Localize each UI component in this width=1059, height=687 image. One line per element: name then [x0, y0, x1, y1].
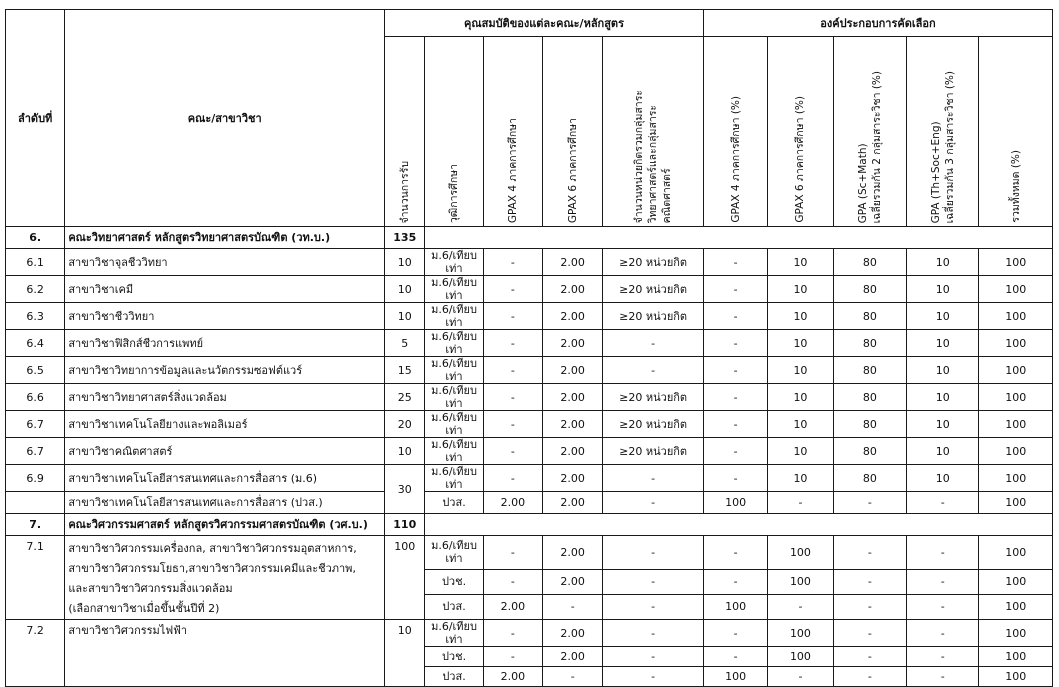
- header-qualifications-group: คุณสมบัติของแต่ละคณะ/หลักสูตร: [385, 10, 704, 37]
- header-gpax6: GPAX 6 ภาคการศึกษา: [543, 37, 603, 227]
- gpax4-cell: -: [483, 536, 542, 570]
- gpa-th-soc-eng-cell: 10: [907, 438, 979, 465]
- table-row: [6, 438, 1053, 465]
- gpax6-pct-cell: 10: [768, 330, 833, 357]
- gpax4-pct-cell: -: [703, 569, 767, 594]
- qualification-cell: ม.6/เทียบเท่า: [425, 303, 483, 330]
- row-number: 6.: [6, 227, 65, 249]
- gpax4-pct-cell: -: [703, 620, 767, 647]
- gpax6-pct-cell: 10: [768, 465, 833, 492]
- quota-cell: 10: [385, 276, 425, 303]
- program-name-line: สาขาวิชาวิศวกรรมเครื่องกล, สาขาวิชาวิศวกรรมอุตสาหการ,: [68, 542, 357, 555]
- program-name: สาขาวิชาวิทยาศาสตร์สิ่งแวดล้อม: [65, 384, 385, 411]
- header-selection-components-group: องค์ประกอบการคัดเลือก: [703, 10, 1052, 37]
- credits-cell: -: [603, 330, 704, 357]
- gpax4-pct-cell: -: [703, 536, 767, 570]
- gpax6-pct-cell: -: [768, 594, 833, 619]
- gpax6-cell: 2.00: [543, 276, 603, 303]
- gpa-sci-math-cell: -: [833, 647, 906, 667]
- table-row: [6, 536, 1053, 570]
- empty-cell: [425, 514, 1053, 536]
- total-cell: 100: [979, 536, 1053, 570]
- gpa-th-soc-eng-cell: 10: [907, 357, 979, 384]
- gpax6-pct-cell: 100: [768, 569, 833, 594]
- gpax4-pct-cell: -: [703, 249, 767, 276]
- gpa-sci-math-cell: 80: [833, 276, 906, 303]
- gpa-th-soc-eng-cell: 10: [907, 411, 979, 438]
- qualification-cell: ม.6/เทียบเท่า: [425, 249, 483, 276]
- gpa-th-soc-eng-cell: -: [907, 594, 979, 619]
- gpax4-cell: -: [483, 303, 542, 330]
- gpax4-cell: -: [483, 276, 542, 303]
- faculty-name: คณะวิศวกรรมศาสตร์ หลักสูตรวิศวกรรมศาสตรบัณฑิต (วศ.บ.): [65, 514, 385, 536]
- qualification-cell: ม.6/เทียบเท่า: [425, 438, 483, 465]
- program-name: สาขาวิชาฟิสิกส์ชีวการแพทย์: [65, 330, 385, 357]
- row-number: 7.1: [6, 536, 65, 620]
- gpax4-cell: -: [483, 411, 542, 438]
- credits-cell: -: [603, 594, 704, 619]
- table-row: [6, 330, 1053, 357]
- gpax4-cell: -: [483, 384, 542, 411]
- program-name: สาขาวิชาเคมี: [65, 276, 385, 303]
- program-name: สาขาวิชาเทคโนโลยีสารสนเทศและการสื่อสาร (ม.6): [65, 465, 385, 492]
- total-cell: 100: [979, 647, 1053, 667]
- gpax4-cell: -: [483, 465, 542, 492]
- table-row: [6, 303, 1053, 330]
- gpax4-cell: 2.00: [483, 667, 542, 687]
- gpax4-pct-cell: 100: [703, 492, 767, 514]
- total-cell: 100: [979, 620, 1053, 647]
- gpa-sci-math-cell: -: [833, 569, 906, 594]
- gpax4-pct-cell: -: [703, 647, 767, 667]
- gpa-sci-math-cell: 80: [833, 465, 906, 492]
- gpax6-pct-cell: 10: [768, 384, 833, 411]
- table-row: [6, 384, 1053, 411]
- total-cell: 100: [979, 357, 1053, 384]
- credits-cell: -: [603, 465, 704, 492]
- credits-cell: -: [603, 620, 704, 647]
- qualification-cell: ม.6/เทียบเท่า: [425, 384, 483, 411]
- credits-cell: -: [603, 667, 704, 687]
- gpax6-pct-cell: 10: [768, 303, 833, 330]
- gpa-sci-math-cell: 80: [833, 303, 906, 330]
- gpax6-pct-cell: 100: [768, 647, 833, 667]
- credits-cell: -: [603, 569, 704, 594]
- qualification-cell: ม.6/เทียบเท่า: [425, 536, 483, 570]
- gpax4-pct-cell: -: [703, 438, 767, 465]
- qualification-cell: ปวส.: [425, 492, 483, 514]
- table-row: [6, 620, 1053, 647]
- row-number: 6.2: [6, 276, 65, 303]
- program-name: สาขาวิชาจุลชีววิทยา: [65, 249, 385, 276]
- gpax4-cell: -: [483, 357, 542, 384]
- qualification-cell: ม.6/เทียบเท่า: [425, 411, 483, 438]
- total-cell: 100: [979, 438, 1053, 465]
- gpa-sci-math-cell: 80: [833, 438, 906, 465]
- total-cell: 100: [979, 667, 1053, 687]
- gpax6-cell: 2.00: [543, 438, 603, 465]
- gpax6-pct-cell: 10: [768, 249, 833, 276]
- total-cell: 100: [979, 276, 1053, 303]
- quota-cell: 10: [385, 620, 425, 687]
- header-gpax4-pct: GPAX 4 ภาคการศึกษา (%): [703, 37, 767, 227]
- empty-cell: [425, 227, 1053, 249]
- gpax4-cell: -: [483, 330, 542, 357]
- table-row: [6, 492, 1053, 514]
- gpa-th-soc-eng-cell: -: [907, 536, 979, 570]
- total-cell: 100: [979, 384, 1053, 411]
- header-quota: จำนวนการรับ: [385, 37, 425, 227]
- row-number: [6, 492, 65, 514]
- faculty-row: [6, 514, 1053, 536]
- gpax4-cell: 2.00: [483, 492, 542, 514]
- gpax4-cell: -: [483, 620, 542, 647]
- credits-cell: ≥20 หน่วยกิต: [603, 384, 704, 411]
- gpa-sci-math-cell: 80: [833, 249, 906, 276]
- gpax6-cell: 2.00: [543, 569, 603, 594]
- gpa-sci-math-cell: -: [833, 620, 906, 647]
- gpax4-pct-cell: -: [703, 303, 767, 330]
- gpa-sci-math-cell: -: [833, 492, 906, 514]
- gpa-th-soc-eng-cell: -: [907, 620, 979, 647]
- credits-cell: ≥20 หน่วยกิต: [603, 249, 704, 276]
- header-no: ลำดับที่: [6, 10, 65, 227]
- gpax4-cell: -: [483, 647, 542, 667]
- gpax6-cell: 2.00: [543, 620, 603, 647]
- program-name-line: และสาขาวิชาวิศวกรรมสิ่งแวดล้อม: [68, 582, 233, 595]
- gpax4-pct-cell: -: [703, 411, 767, 438]
- credits-cell: -: [603, 536, 704, 570]
- total-cell: 100: [979, 569, 1053, 594]
- gpax4-pct-cell: 100: [703, 594, 767, 619]
- row-number: 6.7: [6, 438, 65, 465]
- qualification-cell: ปวส.: [425, 594, 483, 619]
- program-name-line: สาขาวิชาวิศวกรรมโยธา,สาขาวิชาวิศวกรรมเคมีและชีวภาพ,: [68, 562, 356, 575]
- gpax6-cell: 2.00: [543, 465, 603, 492]
- row-number: 7.: [6, 514, 65, 536]
- table-row: [6, 249, 1053, 276]
- gpax4-cell: -: [483, 438, 542, 465]
- credits-cell: -: [603, 357, 704, 384]
- row-number: 6.9: [6, 465, 65, 492]
- gpax4-cell: -: [483, 249, 542, 276]
- qualification-cell: ม.6/เทียบเท่า: [425, 357, 483, 384]
- gpax6-pct-cell: 10: [768, 411, 833, 438]
- credits-cell: ≥20 หน่วยกิต: [603, 276, 704, 303]
- row-number: 7.2: [6, 620, 65, 687]
- quota-cell: 20: [385, 411, 425, 438]
- gpax6-pct-cell: 10: [768, 357, 833, 384]
- gpa-th-soc-eng-cell: 10: [907, 330, 979, 357]
- table-row: [6, 276, 1053, 303]
- gpa-sci-math-cell: -: [833, 594, 906, 619]
- gpa-th-soc-eng-cell: -: [907, 667, 979, 687]
- gpax6-pct-cell: -: [768, 492, 833, 514]
- admission-criteria-table: [5, 9, 1053, 687]
- gpax6-cell: -: [543, 667, 603, 687]
- quota-cell: 10: [385, 249, 425, 276]
- gpax6-cell: 2.00: [543, 492, 603, 514]
- faculty-name: คณะวิทยาศาสตร์ หลักสูตรวิทยาศาสตรบัณฑิต (วท.บ.): [65, 227, 385, 249]
- gpa-th-soc-eng-cell: 10: [907, 384, 979, 411]
- header-gpa-th-soc-eng-pct: GPA (Th+Soc+Eng) เฉลี่ยรวมกัน 3 กลุ่มสาระวิชา (%): [907, 37, 979, 227]
- total-cell: 100: [979, 465, 1053, 492]
- gpa-sci-math-cell: 80: [833, 411, 906, 438]
- program-name: [65, 536, 385, 620]
- qualification-cell: ม.6/เทียบเท่า: [425, 330, 483, 357]
- gpax6-cell: 2.00: [543, 384, 603, 411]
- header-gpax4: GPAX 4 ภาคการศึกษา: [483, 37, 542, 227]
- total-cell: 100: [979, 492, 1053, 514]
- gpax6-cell: 2.00: [543, 303, 603, 330]
- qualification-cell: ปวส.: [425, 667, 483, 687]
- header-qualification: วุฒิการศึกษา: [425, 37, 483, 227]
- header-credits: จำนวนหน่วยกิตรวมกลุ่มสาระ วิทยาศาสตร์และกลุ่มสาระ คณิตศาสตร์: [603, 37, 704, 227]
- qualification-cell: ม.6/เทียบเท่า: [425, 620, 483, 647]
- gpa-th-soc-eng-cell: 10: [907, 465, 979, 492]
- row-number: 6.4: [6, 330, 65, 357]
- gpa-th-soc-eng-cell: -: [907, 492, 979, 514]
- gpax4-pct-cell: -: [703, 357, 767, 384]
- qualification-cell: ปวช.: [425, 569, 483, 594]
- gpa-sci-math-cell: 80: [833, 357, 906, 384]
- row-number: 6.5: [6, 357, 65, 384]
- credits-cell: -: [603, 492, 704, 514]
- table-row: [6, 465, 1053, 492]
- gpax4-pct-cell: -: [703, 276, 767, 303]
- row-number: 6.1: [6, 249, 65, 276]
- quota-cell: 25: [385, 384, 425, 411]
- gpax6-cell: 2.00: [543, 536, 603, 570]
- credits-cell: -: [603, 647, 704, 667]
- gpa-th-soc-eng-cell: -: [907, 647, 979, 667]
- gpa-sci-math-cell: 80: [833, 330, 906, 357]
- total-cell: 100: [979, 330, 1053, 357]
- total-cell: 100: [979, 411, 1053, 438]
- gpax4-pct-cell: -: [703, 330, 767, 357]
- quota-cell: 100: [385, 536, 425, 620]
- gpax6-pct-cell: 10: [768, 438, 833, 465]
- table-row: [6, 411, 1053, 438]
- quota-cell: 30: [385, 465, 425, 514]
- gpa-th-soc-eng-cell: 10: [907, 276, 979, 303]
- gpax6-pct-cell: 10: [768, 276, 833, 303]
- program-name: สาขาวิชาวิศวกรรมไฟฟ้า: [65, 620, 385, 687]
- quota-cell: 10: [385, 303, 425, 330]
- header-total-pct: รวมทั้งหมด (%): [979, 37, 1053, 227]
- qualification-cell: ม.6/เทียบเท่า: [425, 465, 483, 492]
- gpa-th-soc-eng-cell: -: [907, 569, 979, 594]
- total-cell: 100: [979, 303, 1053, 330]
- gpax6-cell: 2.00: [543, 330, 603, 357]
- gpax6-pct-cell: -: [768, 667, 833, 687]
- header-gpa-sci-math-pct: GPA (Sc+Math) เฉลี่ยรวมกัน 2 กลุ่มสาระวิชา (%): [833, 37, 906, 227]
- quota-cell: 5: [385, 330, 425, 357]
- gpax6-cell: 2.00: [543, 249, 603, 276]
- gpax6-cell: 2.00: [543, 357, 603, 384]
- quota-cell: 10: [385, 438, 425, 465]
- gpax6-pct-cell: 100: [768, 536, 833, 570]
- row-number: 6.3: [6, 303, 65, 330]
- gpax4-pct-cell: -: [703, 384, 767, 411]
- header-faculty: คณะ/สาขาวิชา: [65, 10, 385, 227]
- gpa-sci-math-cell: -: [833, 536, 906, 570]
- credits-cell: ≥20 หน่วยกิต: [603, 411, 704, 438]
- program-name: สาขาวิชาเทคโนโลยียางและพอลิเมอร์: [65, 411, 385, 438]
- program-name: สาขาวิชาชีววิทยา: [65, 303, 385, 330]
- program-name: สาขาวิชาวิทยาการข้อมูลและนวัตกรรมซอฟต์แวร์: [65, 357, 385, 384]
- program-name: สาขาวิชาเทคโนโลยีสารสนเทศและการสื่อสาร (ปวส.): [65, 492, 385, 514]
- gpa-sci-math-cell: 80: [833, 384, 906, 411]
- gpa-th-soc-eng-cell: 10: [907, 303, 979, 330]
- total-cell: 100: [979, 249, 1053, 276]
- credits-cell: ≥20 หน่วยกิต: [603, 303, 704, 330]
- credits-cell: ≥20 หน่วยกิต: [603, 438, 704, 465]
- gpax6-pct-cell: 100: [768, 620, 833, 647]
- gpax4-pct-cell: -: [703, 465, 767, 492]
- program-name: สาขาวิชาคณิตศาสตร์: [65, 438, 385, 465]
- header-gpax6-pct: GPAX 6 ภาคการศึกษา (%): [768, 37, 833, 227]
- gpa-th-soc-eng-cell: 10: [907, 249, 979, 276]
- gpax6-cell: 2.00: [543, 647, 603, 667]
- gpax6-cell: 2.00: [543, 411, 603, 438]
- quota-cell: 15: [385, 357, 425, 384]
- gpa-sci-math-cell: -: [833, 667, 906, 687]
- qualification-cell: ม.6/เทียบเท่า: [425, 276, 483, 303]
- qualification-cell: ปวช.: [425, 647, 483, 667]
- gpax6-cell: -: [543, 594, 603, 619]
- quota-cell: 135: [385, 227, 425, 249]
- program-name-line: (เลือกสาขาวิชาเมื่อขึ้นชั้นปีที่ 2): [68, 602, 220, 615]
- gpax4-cell: -: [483, 569, 542, 594]
- row-number: 6.7: [6, 411, 65, 438]
- total-cell: 100: [979, 594, 1053, 619]
- faculty-row: [6, 227, 1053, 249]
- row-number: 6.6: [6, 384, 65, 411]
- gpax4-pct-cell: 100: [703, 667, 767, 687]
- gpax4-cell: 2.00: [483, 594, 542, 619]
- quota-cell: 110: [385, 514, 425, 536]
- table-row: [6, 357, 1053, 384]
